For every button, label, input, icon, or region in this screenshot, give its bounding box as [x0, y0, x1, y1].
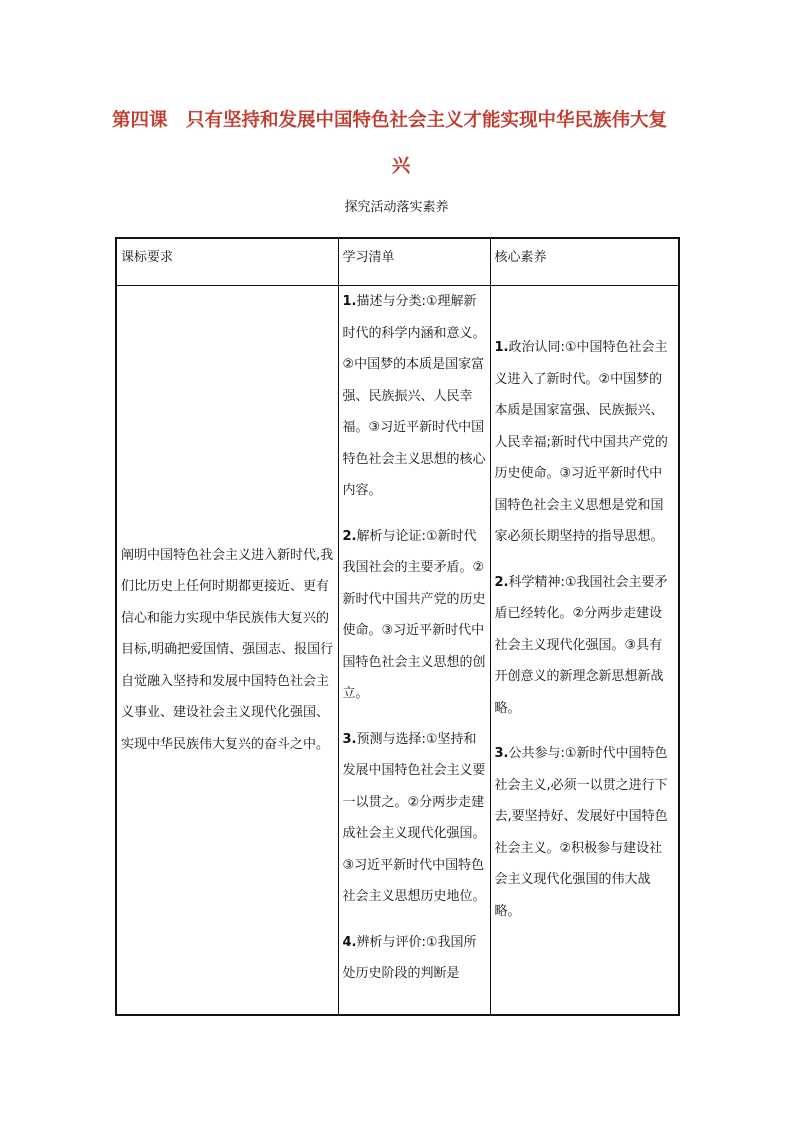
study-list-item	[343, 724, 486, 913]
lesson-title	[112, 98, 690, 190]
requirement-cell	[116, 286, 338, 1016]
core-item-text: 政治认同:①中国特色社会主义进入了新时代。②中国梦的本质是国家富强、民族振兴、人民幸福;新时代中国共产党的历史使命。③习近平新时代中国特色社会主义思想是党和国家必须长期坚持的指导思想。	[494, 340, 668, 544]
study-item-text: 预测与选择:①坚持和发展中国特色社会主义要一以贯之。②分两步走建成社会主义现代化强国。③习近平新时代中国特色社会主义思想历史地位。	[342, 731, 486, 904]
study-item-number: 3.	[342, 731, 357, 747]
study-item-number: 1.	[342, 294, 357, 309]
study-list-item	[343, 927, 486, 990]
lesson-title-line2: 兴	[391, 156, 411, 177]
study-item-text: 解析与论证:①新时代我国社会的主要矛盾。②新时代中国共产党的历史使命。③习近平新时代中国特色社会主义思想的创立。	[342, 528, 486, 701]
header-core-literacy: 核心素养	[490, 238, 679, 286]
header-study-list: 学习清单	[338, 238, 490, 286]
study-list-item	[343, 286, 486, 507]
study-item-text: 描述与分类:①理解新时代的科学内涵和意义。②中国梦的本质是国家富强、民族振兴、人民幸福。③习近平新时代中国特色社会主义思想的核心内容。	[342, 294, 486, 498]
core-literacy-item	[495, 738, 675, 927]
table-header-row	[116, 238, 679, 286]
header-requirement: 课标要求	[116, 238, 338, 286]
core-item-text: 公共参与:①新时代中国特色社会主义,必须一以贯之进行下去,要坚持好、发展好中国特色社会主义。②积极参与建设社会主义现代化强国的伟大战略。	[494, 746, 668, 919]
section-subtitle: 探究活动落实素养	[344, 200, 449, 215]
core-item-number: 3.	[494, 746, 509, 761]
core-item-number: 1.	[494, 340, 509, 355]
core-literacy-item	[495, 567, 675, 725]
core-literacy-cell	[490, 286, 679, 1016]
study-item-text: 辨析与评价:①我国所处历史阶段的判断是	[342, 934, 477, 981]
study-list-cell	[338, 286, 490, 1016]
table-row	[116, 286, 679, 1016]
core-item-number: 2.	[494, 574, 509, 590]
core-literacy-item	[495, 332, 675, 553]
lesson-title-line1: 第四课 只有坚持和发展中国特色社会主义才能实现中华民族伟大复	[112, 110, 668, 131]
core-item-text: 科学精神:①我国社会主要矛盾已经转化。②分两步走建设社会主义现代化强国。③具有开创意义的新理念新思想新战略。	[494, 574, 668, 716]
requirement-text: 阐明中国特色社会主义进入新时代,我们比历史上任何时期都更接近、更有信心和能力实现中华民族伟大复兴的目标,明确把爱国情、强国志、报国行自觉融入坚持和发展中国特色社会主义事业、建设社会主义现代化强国、实现中华民族伟大复兴的奋斗之中。	[121, 547, 334, 752]
study-item-number: 2.	[342, 528, 357, 544]
standards-table	[115, 237, 680, 1016]
study-item-number: 4.	[342, 934, 357, 950]
study-list-item	[343, 521, 486, 710]
